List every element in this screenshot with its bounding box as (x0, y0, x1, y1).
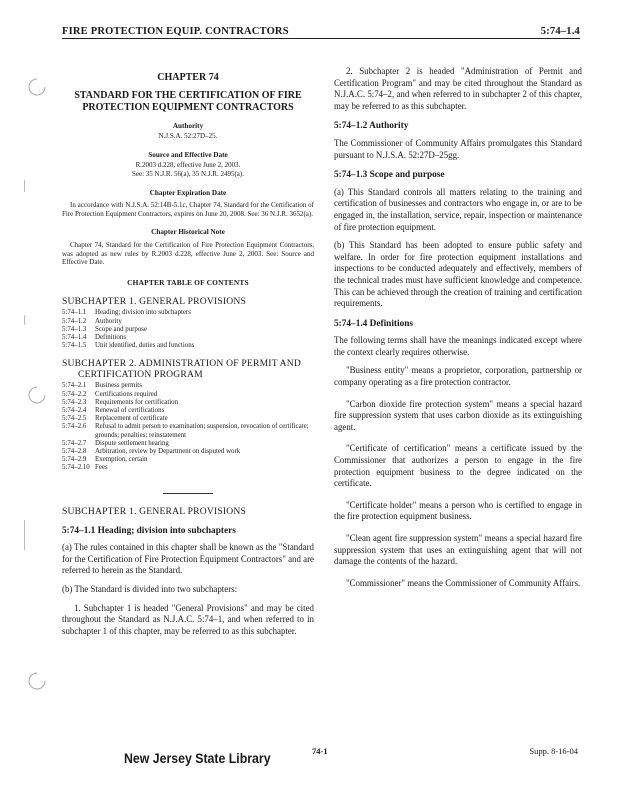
section-1-2-text: The Commissioner of Community Affairs promulgates this Standard pursuant to N.J.S.A. 52:27D–25gg. (334, 137, 582, 160)
definition-certificate-holder: "Certificate holder" means a person who is certified to engage in the fire protection equipment business. (334, 499, 582, 522)
history-heading: Chapter Historical Note (151, 228, 225, 237)
chapter-name: STANDARD FOR THE CERTIFICATION OF FIRE PROTECTION EQUIPMENT CONTRACTORS (74, 89, 302, 114)
toc-title: CHAPTER TABLE OF CONTENTS (127, 277, 249, 287)
toc-subchapter-2-heading-cont: CERTIFICATION PROGRAM (78, 369, 203, 381)
toc-subchapter-2-heading: SUBCHAPTER 2. ADMINISTRATION OF PERMIT AND (62, 358, 302, 370)
chapter-number: CHAPTER 74 (157, 72, 219, 83)
page-footer (62, 746, 580, 770)
section-1-3-heading: 5:74–1.3 Scope and purpose (334, 170, 445, 181)
section-1-4-heading: 5:74–1.4 Definitions (334, 318, 414, 329)
toc-item: 5:74–2.4 Renewal of certifications (62, 406, 165, 414)
punch-hole-icon (28, 672, 46, 690)
right-column (334, 66, 582, 599)
scan-mark (24, 315, 25, 325)
definition-clean-agent-system: "Clean agent fire suppression system" means a special hazard fire suppression system that uses an extinguishing agent that will not damage the contents of the hazard. (334, 533, 582, 567)
running-header (62, 26, 580, 39)
expiration-text: In accordance with N.J.S.A. 52:14B-5.1c, Chapter 74, Standard for the Certification of Fire Protection Equipment Contractors, expires on June 20, 2008. See: 36 N.J.R. 3652(a). (62, 201, 314, 218)
source-heading: Source and Effective Date (148, 150, 228, 159)
toc-item: 5:74–1.3 Scope and purpose (62, 325, 148, 333)
history-text: Chapter 74, Standard for the Certification of Fire Protection Equipment Contractors, was adopted as new rules by R.2003 d.228, effective June 2, 2003. See: Source and Effective Date. (62, 240, 314, 267)
authority-text: N.J.S.A. 52:27D–25. (158, 132, 218, 141)
definition-commissioner: "Commissioner" means the Commissioner of Community Affairs. (346, 577, 581, 588)
authority-heading: Authority (172, 121, 204, 130)
scan-mark (24, 520, 25, 550)
toc-item: 5:74–1.4 Definitions (62, 333, 127, 341)
toc-item: 5:74–1.5 Unit identified, duties and functions (62, 342, 195, 350)
section-divider (163, 493, 213, 494)
page-number: 74-1 (312, 746, 328, 756)
subchapter-1-title: SUBCHAPTER 1. GENERAL PROVISIONS (62, 505, 247, 517)
source-line-2: See: 35 N.J.R. 56(a), 35 N.J.R. 2495(a). (132, 169, 244, 178)
left-column (62, 66, 314, 644)
toc-item: 5:74–1.2 Authority (62, 317, 122, 325)
toc-item: 5:74–2.7 Dispute settlement hearing (62, 439, 169, 447)
section-1-1-heading: 5:74–1.1 Heading; division into subchapters (62, 525, 236, 536)
section-1-1-b: (b) The Standard is divided into two subchapters: (62, 583, 238, 594)
toc-subchapter-1-list (62, 309, 314, 350)
toc-item: 5:74–2.6 Refusal to admit person to examination; suspension, revocation of certificate; grounds; penalties; reinstatement (62, 423, 309, 439)
section-1-1-b1: 1. Subchapter 1 is headed "General Provisions" and may be cited throughout the Standard as N.J.A.C. 5:74–1, and when referred to in subchapter 1 of this chapter, may be referred to as this subchapter. (62, 602, 314, 636)
toc-item: 5:74–2.2 Certifications required (62, 390, 158, 398)
toc-item: 5:74–2.5 Replacement of certificate (62, 415, 168, 423)
section-1-1-b2: 2. Subchapter 2 is headed "Administration of Permit and Certification Program" and may be cited throughout the Standard as N.J.A.C. 5:74–2, and when referred to in subchapter 2 of this chapter, may be referred to as this subchapter. (334, 66, 582, 111)
header-section: 5:74–1.4 (540, 26, 580, 37)
toc-item: 5:74–2.1 Business permits (62, 382, 142, 390)
section-1-4-intro: The following terms shall have the meanings indicated except where the context clearly requires otherwise. (334, 335, 582, 357)
header-title: FIRE PROTECTION EQUIP. CONTRACTORS (62, 26, 289, 37)
toc-item: 5:74–2.9 Exemption, certain (62, 456, 148, 464)
library-logo: New Jersey State Library (124, 750, 271, 766)
supplement-date: Supp. 8-16-04 (529, 746, 578, 756)
toc-subchapter-1-heading: SUBCHAPTER 1. GENERAL PROVISIONS (62, 296, 247, 308)
punch-hole-icon (28, 386, 46, 404)
definition-carbon-dioxide-system: "Carbon dioxide fire protection system" means a special hazard fire suppression system that uses carbon dioxide as its extinguishing agent. (334, 398, 582, 432)
section-1-3-a: (a) This Standard controls all matters relating to the training and certification of businesses and contractors who engage in, or are to be engaged in, the installation, service, repair, inspection or maintenance of fire protection equipment. (334, 186, 582, 232)
section-1-3-b: (b) This Standard has been adopted to ensure public safety and welfare. In order for fire protection equipment installations and inspections to be conducted adequately and effectively, members of the technical trades must have sufficient knowledge and competence. This can be achieved through the creation of training and certification requirements. (334, 240, 582, 309)
expiration-heading: Chapter Expiration Date (149, 188, 227, 197)
toc-item: 5:74–1.1 Heading; division into subchapters (62, 309, 191, 317)
punch-hole-icon (28, 78, 46, 96)
definition-certificate-of-certification: "Certificate of certification" means a certificate issued by the Commissioner that authorizes a person to engage in the fire protection equipment business to the degree indicated on the certificate. (334, 443, 582, 489)
toc-item: 5:74–2.8 Arbitration, review by Department on disputed work (62, 447, 241, 455)
scan-mark (24, 180, 25, 192)
definition-business-entity: "Business entity" means a proprietor, corporation, partnership or company operating as a fire protection contractor. (334, 365, 582, 388)
section-1-1-a: (a) The rules contained in this chapter shall be known as the "Standard for the Certification of Fire Protection Equipment Contractors" and are referred to herein as the Standard. (62, 542, 314, 576)
source-line-1: R.2003 d.228, effective June 2, 2003. (135, 161, 241, 170)
toc-item: 5:74–2.10 Fees (62, 464, 108, 472)
toc-subchapter-2-list (62, 382, 314, 472)
section-1-2-heading: 5:74–1.2 Authority (334, 121, 409, 132)
toc-item: 5:74–2.3 Requirements for certification (62, 398, 179, 406)
